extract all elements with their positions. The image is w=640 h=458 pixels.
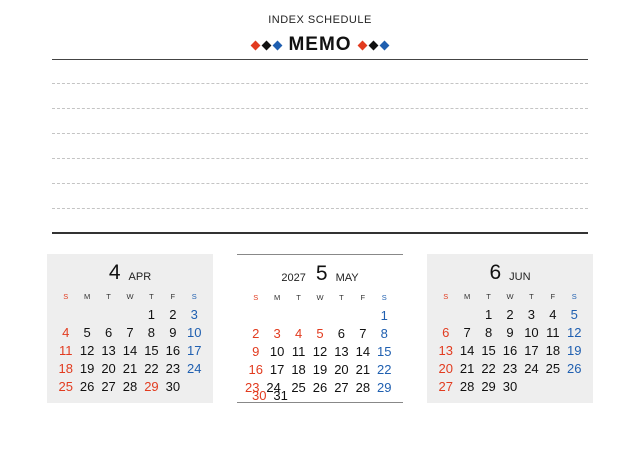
weekday-label: S <box>253 293 259 302</box>
weekday-label: S <box>381 293 387 302</box>
header-subtitle: INDEX SCHEDULE <box>268 14 372 26</box>
day-cell: 23 <box>502 361 518 376</box>
empty-cell <box>266 307 287 325</box>
weekday-label: W <box>126 292 134 301</box>
diamond-blue <box>380 40 390 50</box>
month-number: 6 <box>489 261 502 284</box>
weekday-label: M <box>84 292 91 301</box>
day-cell: 5 <box>570 307 578 322</box>
day-cell: 26 <box>567 361 582 376</box>
day-cell: 22 <box>144 361 159 376</box>
empty-cell <box>98 306 119 324</box>
day-cell: 24 <box>524 361 539 376</box>
day-cell: 6 <box>442 325 450 340</box>
day-cell: 3 <box>273 326 281 341</box>
calendar-header <box>237 263 403 285</box>
diamond-blue <box>272 40 282 50</box>
day-cell: 10 <box>269 344 285 359</box>
calendar-may <box>237 254 403 403</box>
empty-cell <box>435 306 456 324</box>
weekday-label: T <box>149 292 154 301</box>
day-cell: 21 <box>355 362 371 377</box>
empty-cell <box>245 307 266 325</box>
day-cell: 9 <box>169 325 177 340</box>
day-cell: 21 <box>459 361 475 376</box>
empty-cell <box>288 307 309 325</box>
memo-line <box>52 83 588 84</box>
day-cell: 5 <box>83 325 91 340</box>
memo-line <box>52 133 588 134</box>
day-cell: 18 <box>58 361 73 376</box>
weekday-label: F <box>170 292 176 301</box>
day-cell <box>245 379 267 403</box>
day-cell: 10 <box>187 325 202 340</box>
day-cell: 19 <box>312 362 328 377</box>
diamond-red <box>250 40 260 50</box>
day-cell: 20 <box>438 361 453 376</box>
memo-line <box>52 208 588 209</box>
diamond-black <box>369 40 379 50</box>
day-cell: 7 <box>359 326 367 341</box>
month-number: 4 <box>108 261 121 284</box>
weekday-label: W <box>506 292 514 301</box>
day-cell: 30 <box>165 379 181 394</box>
month-name: MAY <box>335 272 359 284</box>
day-cell: 28 <box>122 379 138 394</box>
memo-bottom-rule <box>52 232 588 234</box>
day-cell: 2 <box>506 307 514 322</box>
day-cell: 24 <box>187 361 202 376</box>
day-cell: 15 <box>377 344 392 359</box>
day-cell: 13 <box>334 344 349 359</box>
day-cell: 21 <box>122 361 138 376</box>
day-cell: 16 <box>502 343 518 358</box>
day-grid <box>435 306 585 396</box>
day-cell: 28 <box>355 380 371 395</box>
memo-header <box>0 33 640 57</box>
day-cell: 7 <box>463 325 471 340</box>
weekday-label: T <box>529 292 534 301</box>
day-number: 24 <box>266 380 281 395</box>
empty-cell <box>352 307 373 325</box>
day-cell: 13 <box>438 343 453 358</box>
memo-line <box>52 108 588 109</box>
empty-cell <box>456 306 477 324</box>
day-cell: 14 <box>122 343 138 358</box>
day-cell: 13 <box>101 343 116 358</box>
weekday-label: S <box>443 292 449 301</box>
day-cell: 14 <box>459 343 475 358</box>
day-cell: 15 <box>481 343 496 358</box>
empty-cell <box>119 306 140 324</box>
day-cell: 23 <box>165 361 181 376</box>
empty-cell <box>55 306 76 324</box>
day-cell: 29 <box>377 380 392 395</box>
day-cell: 26 <box>79 379 95 394</box>
day-cell: 20 <box>101 361 116 376</box>
weekday-label: S <box>63 292 69 301</box>
calendar-april <box>47 254 213 403</box>
day-number: 30 <box>252 388 267 403</box>
day-cell: 19 <box>79 361 95 376</box>
empty-cell <box>309 307 330 325</box>
weekday-label: T <box>486 292 491 301</box>
day-cell: 8 <box>380 326 388 341</box>
day-cell: 16 <box>165 343 181 358</box>
day-cell <box>266 379 288 403</box>
day-cell: 22 <box>377 362 392 377</box>
day-cell: 28 <box>459 379 475 394</box>
day-cell: 22 <box>481 361 496 376</box>
day-cell: 19 <box>567 343 582 358</box>
diamond-red <box>358 40 368 50</box>
day-cell: 1 <box>380 308 388 323</box>
day-cell: 16 <box>248 362 263 377</box>
day-cell: 3 <box>190 307 198 322</box>
day-cell: 1 <box>147 307 156 322</box>
day-cell: 29 <box>144 379 159 394</box>
day-cell: 3 <box>527 307 536 322</box>
day-cell: 25 <box>58 379 73 394</box>
weekday-label: M <box>464 292 471 301</box>
weekday-label: S <box>191 292 197 301</box>
day-cell: 29 <box>481 379 496 394</box>
day-cell: 12 <box>79 343 95 358</box>
day-cell: 8 <box>484 325 493 340</box>
day-cell: 2 <box>169 307 177 322</box>
year: 2027 <box>281 272 306 284</box>
weekday-label: F <box>360 293 366 302</box>
day-cell: 11 <box>546 325 560 340</box>
day-cell: 2 <box>252 326 260 341</box>
day-number: 31 <box>273 388 288 403</box>
day-cell: 15 <box>144 343 159 358</box>
day-cell: 25 <box>545 361 561 376</box>
weekday-header <box>55 292 205 302</box>
weekday-label: W <box>316 293 324 302</box>
day-cell: 11 <box>291 344 306 359</box>
weekday-header <box>435 292 585 302</box>
weekday-header <box>245 293 395 303</box>
diamonds-left <box>250 42 282 49</box>
day-cell: 25 <box>291 380 306 395</box>
day-cell: 12 <box>567 325 582 340</box>
weekday-label: F <box>550 292 556 301</box>
calendar-header <box>47 262 213 284</box>
month-name: JUN <box>509 271 531 283</box>
day-cell: 18 <box>291 362 306 377</box>
day-cell: 8 <box>147 325 156 340</box>
day-grid <box>245 307 395 403</box>
month-name: APR <box>128 271 152 283</box>
memo-title: MEMO <box>288 34 352 55</box>
day-cell: 4 <box>62 325 70 340</box>
diamonds-right <box>358 42 390 49</box>
memo-line <box>52 183 588 184</box>
day-cell: 17 <box>187 343 202 358</box>
weekday-label: S <box>571 292 577 301</box>
day-cell: 12 <box>312 344 328 359</box>
diamond-black <box>261 40 271 50</box>
day-cell: 14 <box>355 344 371 359</box>
empty-cell <box>331 307 352 325</box>
day-cell: 11 <box>58 343 73 358</box>
day-cell: 10 <box>524 325 539 340</box>
day-cell: 26 <box>312 380 328 395</box>
day-cell: 4 <box>294 326 303 341</box>
day-cell: 9 <box>506 325 514 340</box>
day-cell: 9 <box>252 344 260 359</box>
memo-top-rule <box>52 59 588 60</box>
day-cell: 17 <box>524 343 539 358</box>
day-cell: 6 <box>337 326 346 341</box>
weekday-label: T <box>339 293 344 302</box>
day-cell: 7 <box>126 325 134 340</box>
calendar-june <box>427 254 593 403</box>
day-cell: 27 <box>438 379 453 394</box>
day-cell: 20 <box>334 362 349 377</box>
calendar-header <box>427 262 593 284</box>
weekday-label: T <box>296 293 301 302</box>
day-cell: 18 <box>545 343 561 358</box>
day-cell: 30 <box>502 379 518 394</box>
weekday-label: M <box>274 293 281 302</box>
day-cell: 1 <box>484 307 493 322</box>
day-cell: 5 <box>316 326 324 341</box>
day-cell: 27 <box>334 380 349 395</box>
empty-cell <box>76 306 97 324</box>
month-number: 5 <box>315 262 328 285</box>
day-cell: 6 <box>104 325 113 340</box>
day-cell: 4 <box>549 307 557 322</box>
day-cell: 27 <box>101 379 116 394</box>
memo-line <box>52 158 588 159</box>
day-cell: 17 <box>269 362 285 377</box>
weekday-label: T <box>106 292 111 301</box>
day-grid <box>55 306 205 396</box>
day-number: 23 <box>245 380 260 395</box>
